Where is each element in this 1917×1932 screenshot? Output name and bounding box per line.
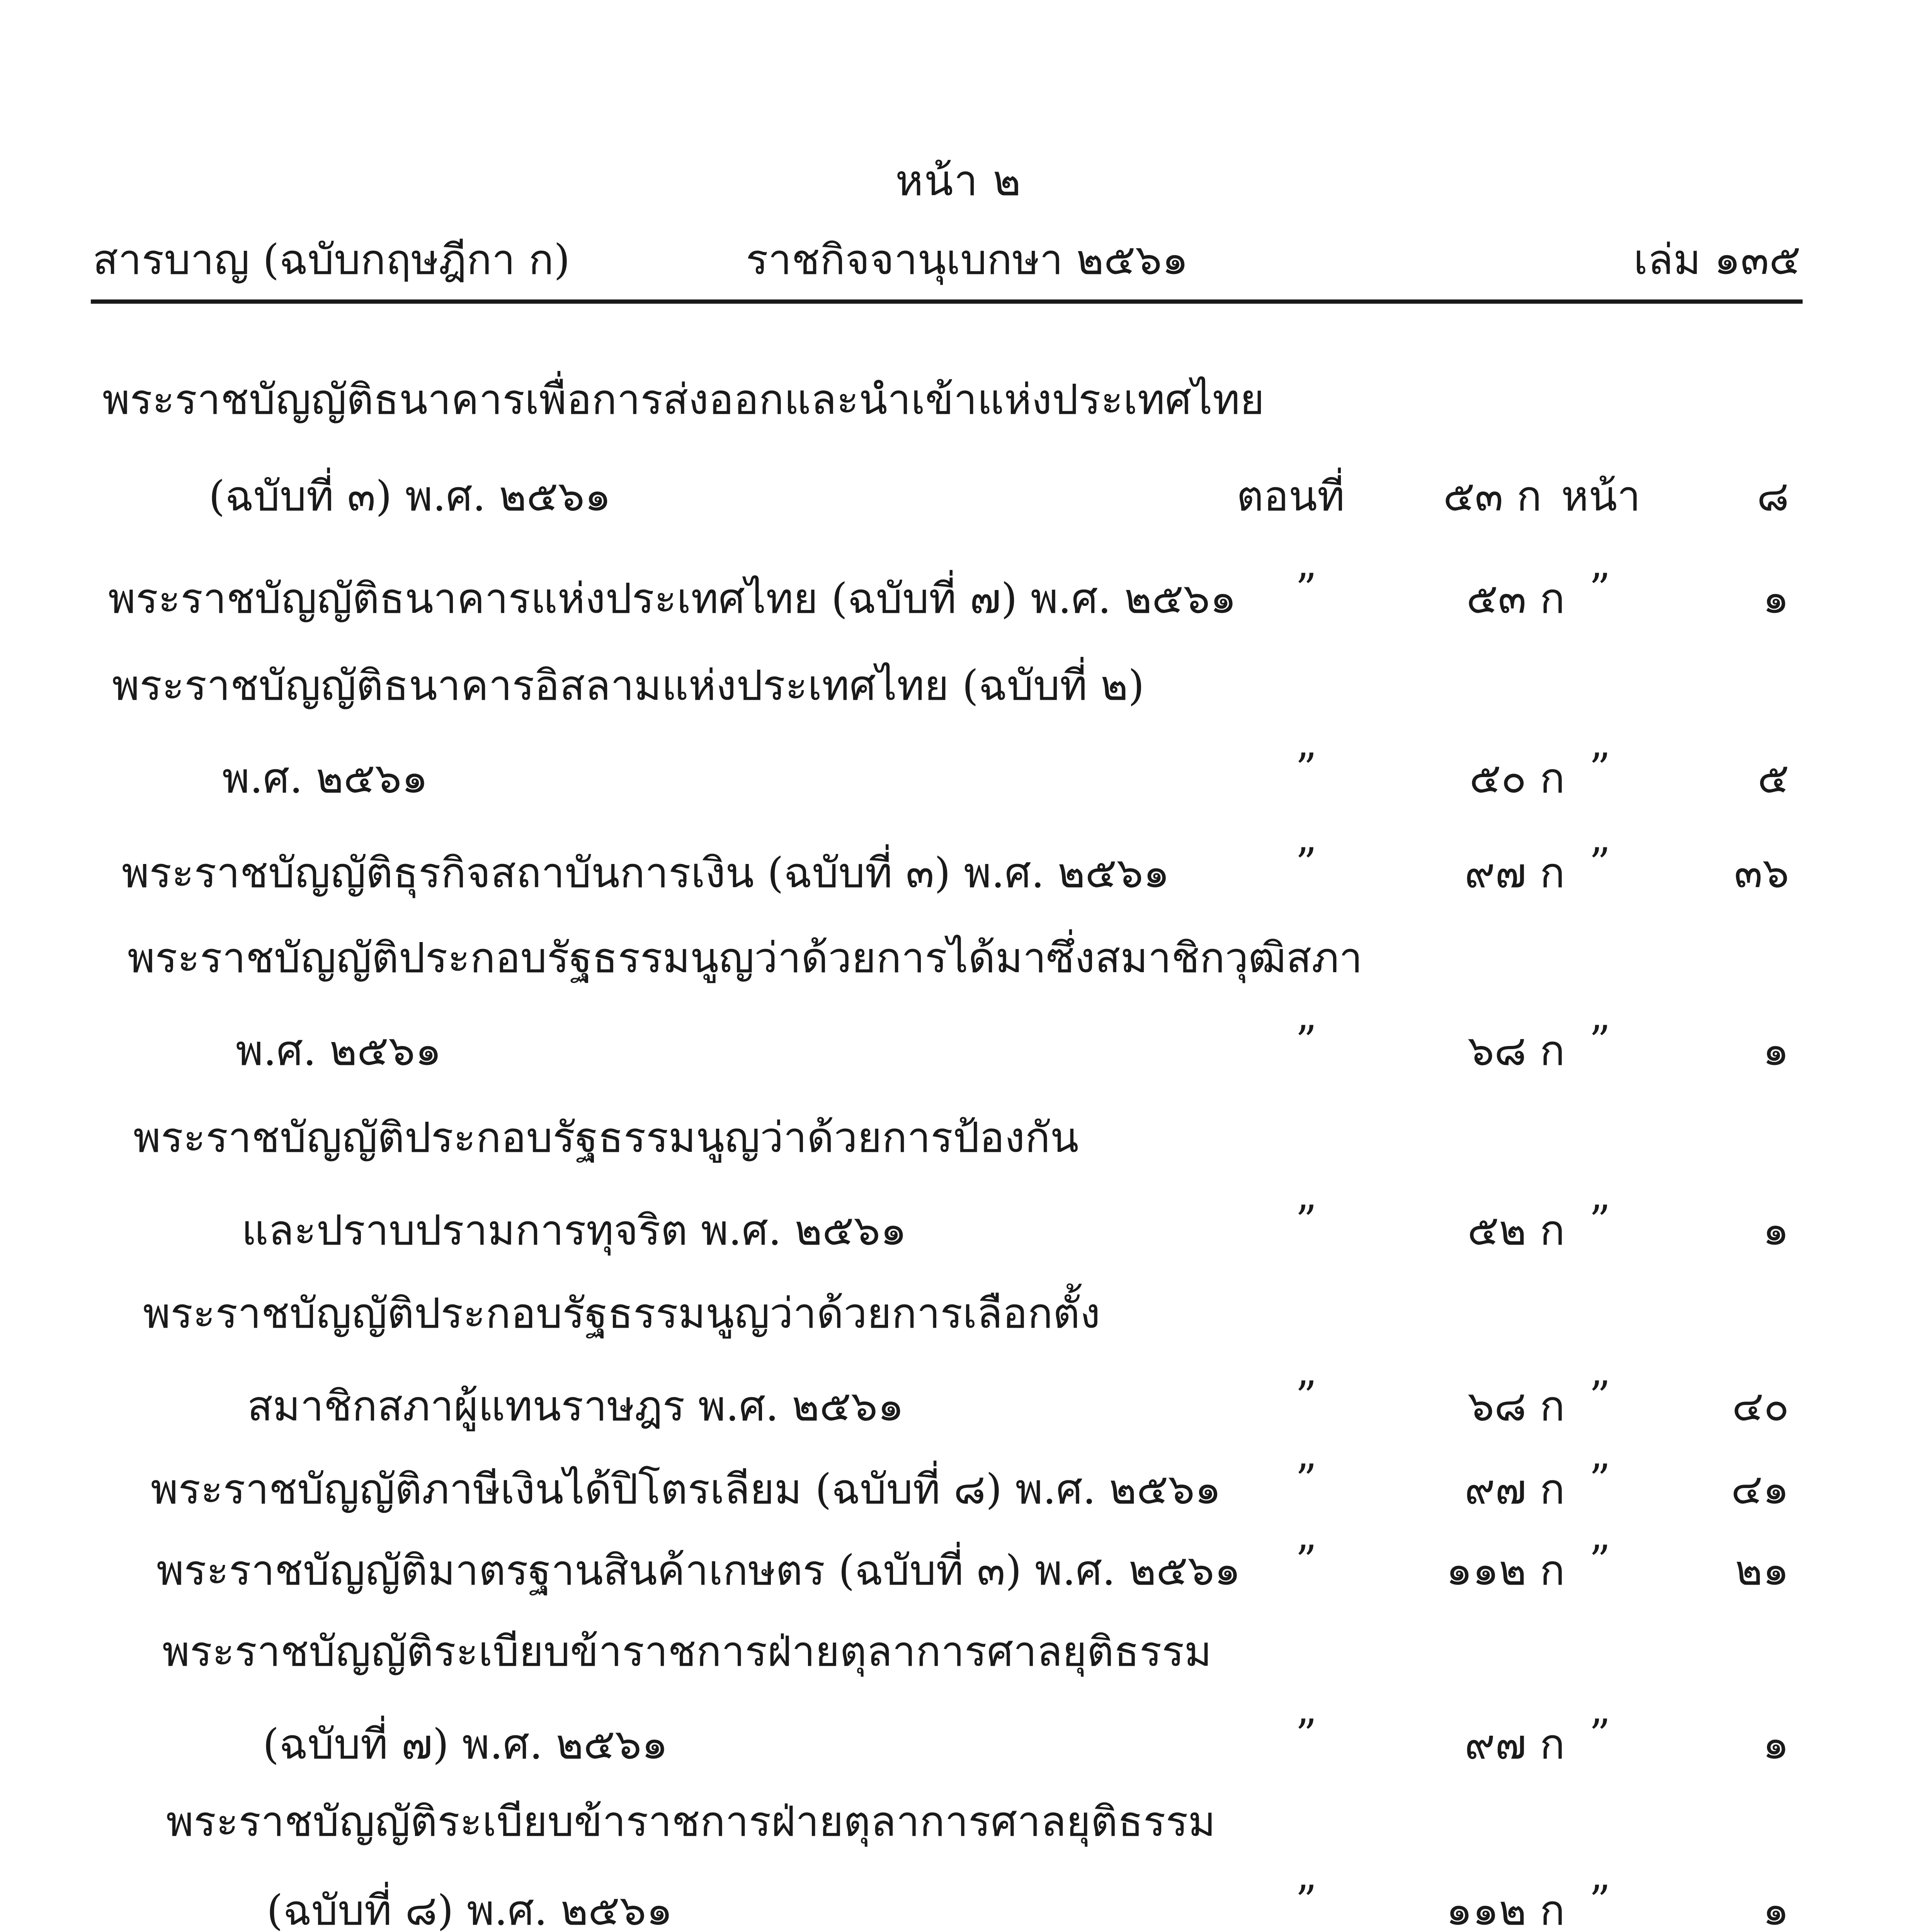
entry-continuation: (ฉบับที่ ๓) พ.ศ. ๒๕๖๑ (209, 472, 611, 520)
ditto-mark: ” (1589, 1877, 1611, 1925)
entry-continuation: (ฉบับที่ ๗) พ.ศ. ๒๕๖๑ (263, 1720, 668, 1769)
entry-page: ๑ (1762, 1720, 1789, 1769)
ditto-mark: ” (1295, 565, 1317, 613)
entry-title: พระราชบัญญัติระเบียบข้าราชการฝ่ายตุลาการศาลยุติธรรม (166, 1798, 1216, 1846)
entry-title: พระราชบัญญัติระเบียบข้าราชการฝ่ายตุลาการศาลยุติธรรม (162, 1628, 1212, 1676)
ditto-mark: ” (1589, 1197, 1611, 1245)
ditto-mark: ” (1589, 1017, 1611, 1065)
entry-issue: ๙๗ ก (1464, 849, 1565, 897)
entry-issue: ๕๒ ก (1467, 1206, 1565, 1255)
header-left-title: สารบาญ (ฉบับกฤษฎีกา ก) (93, 236, 570, 284)
entry-page: ๘ (1757, 472, 1789, 520)
entry-issue: ๕๓ ก (1466, 575, 1565, 623)
ditto-mark: ” (1295, 1456, 1317, 1504)
header-volume: เล่ม ๑๓๕ (1633, 236, 1801, 284)
entry-continuation: และปราบปรามการทุจริต พ.ศ. ๒๕๖๑ (242, 1206, 907, 1255)
entry-page: ๓๖ (1734, 849, 1789, 897)
entry-page: ๑ (1762, 1206, 1789, 1255)
entry-continuation: (ฉบับที่ ๘) พ.ศ. ๒๕๖๑ (267, 1886, 673, 1932)
ditto-mark: ” (1295, 1711, 1317, 1759)
entry-issue: ๑๑๒ ก (1446, 1886, 1565, 1932)
ditto-mark: ” (1589, 1372, 1611, 1421)
entry-issue: ๕๐ ก (1469, 754, 1565, 803)
ditto-mark: ” (1295, 1877, 1317, 1925)
ditto-mark: ” (1589, 745, 1611, 793)
entry-page: ๔๑ (1731, 1465, 1789, 1514)
page-number: หน้า ๒ (895, 156, 1022, 205)
ditto-mark: ” (1589, 1711, 1611, 1759)
entry-continuation: พ.ศ. ๒๕๖๑ (222, 754, 428, 803)
entry-page: ๑ (1762, 1027, 1789, 1075)
entry-issue: ๑๑๒ ก (1446, 1546, 1565, 1595)
ditto-mark: ” (1295, 839, 1317, 888)
ditto-mark: ” (1295, 745, 1317, 793)
ditto-mark: ” (1295, 1372, 1317, 1421)
entry-title: พระราชบัญญัติประกอบรัฐธรรมนูญว่าด้วยการเลือกตั้ง (143, 1289, 1101, 1338)
header-gazette-title: ราชกิจจานุเบกษา ๒๕๖๑ (746, 236, 1189, 284)
column-header-issue: ตอนที่ (1237, 472, 1345, 520)
ditto-mark: ” (1589, 1456, 1611, 1504)
entry-title: พระราชบัญญัติธุรกิจสถาบันการเงิน (ฉบับที่ ๓) พ.ศ. ๒๕๖๑ (122, 849, 1170, 897)
entry-issue: ๕๓ ก (1443, 472, 1542, 520)
ditto-mark: ” (1589, 565, 1611, 613)
entry-continuation: พ.ศ. ๒๕๖๑ (236, 1027, 442, 1075)
entry-title: พระราชบัญญัติมาตรฐานสินค้าเกษตร (ฉบับที่ ๓) พ.ศ. ๒๕๖๑ (156, 1546, 1241, 1595)
entry-issue: ๙๗ ก (1464, 1465, 1565, 1514)
entry-title: พระราชบัญญัติประกอบรัฐธรรมนูญว่าด้วยการได้มาซึ่งสมาชิกวุฒิสภา (128, 934, 1362, 982)
entry-title: พระราชบัญญัติประกอบรัฐธรรมนูญว่าด้วยการป้องกัน (133, 1114, 1079, 1162)
entry-issue: ๖๘ ก (1468, 1027, 1565, 1075)
entry-issue: ๙๗ ก (1464, 1720, 1565, 1769)
entry-continuation: สมาชิกสภาผู้แทนราษฎร พ.ศ. ๒๕๖๑ (247, 1382, 904, 1430)
entry-page: ๔๐ (1732, 1382, 1789, 1430)
entry-title: พระราชบัญญัติภาษีเงินได้ปิโตรเลียม (ฉบับที่ ๘) พ.ศ. ๒๕๖๑ (151, 1465, 1221, 1514)
entry-page: ๕ (1757, 754, 1789, 803)
entry-title: พระราชบัญญัติธนาคารอิสลามแห่งประเทศไทย (ฉบับที่ ๒) (112, 662, 1145, 710)
entry-issue: ๖๘ ก (1468, 1382, 1565, 1430)
column-header-page: หน้า (1561, 472, 1641, 520)
ditto-mark: ” (1295, 1017, 1317, 1065)
entry-page: ๑ (1762, 1886, 1789, 1932)
ditto-mark: ” (1589, 839, 1611, 888)
ditto-mark: ” (1295, 1197, 1317, 1245)
entry-page: ๒๑ (1735, 1546, 1789, 1595)
entry-title: พระราชบัญญัติธนาคารเพื่อการส่งออกและนำเข้าแห่งประเทศไทย (102, 376, 1265, 424)
entry-title: พระราชบัญญัติธนาคารแห่งประเทศไทย (ฉบับที่ ๗) พ.ศ. ๒๕๖๑ (108, 575, 1237, 623)
entry-page: ๑ (1762, 575, 1789, 623)
ditto-mark: ” (1589, 1537, 1611, 1585)
ditto-mark: ” (1295, 1537, 1317, 1585)
